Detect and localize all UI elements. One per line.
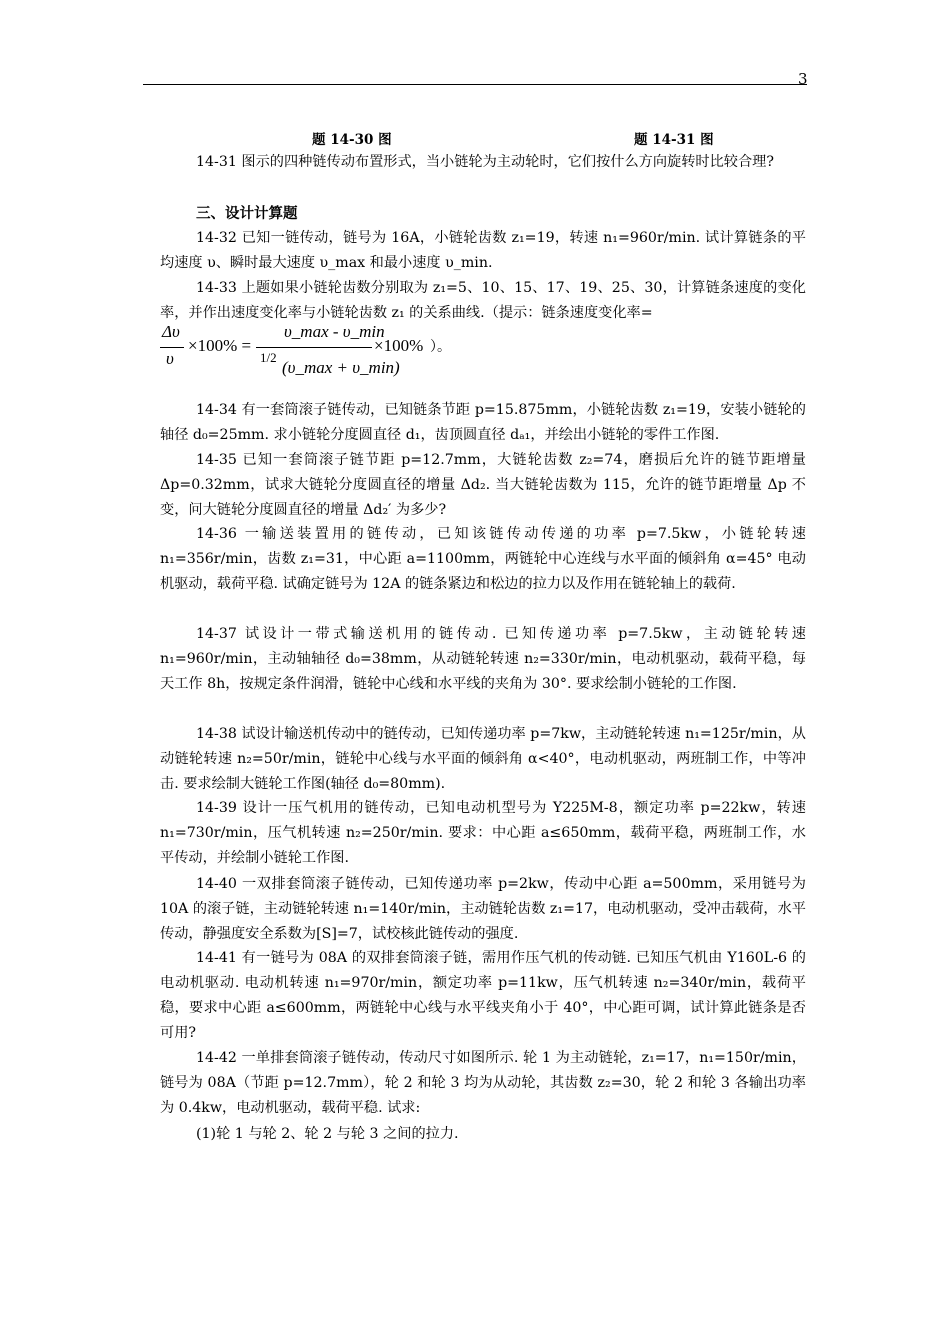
formula-lhs-denominator: υ xyxy=(166,349,174,368)
question-14-31: 14-31 图示的四种链传动布置形式，当小链轮为主动轮时，它们按什么方向旋转时比较合理? xyxy=(196,154,774,170)
page-number: 3 xyxy=(798,70,808,88)
formula-lhs-numerator: Δυ xyxy=(162,322,180,341)
question-14-36: 14-36 一输送装置用的链传动，已知该链传动传递的功率 p=7.5kw，小链轮转速 n₁=356r/min，齿数 z₁=31，中心距 a=1100mm，两链轮中心连线与水平面的倾斜角 α=45° 电动机驱动，载荷平稳. 试确定链号为 12A 的链条紧边和松边的拉力以及作用在链轮轴上的载荷. xyxy=(160,526,806,592)
question-14-38: 14-38 试设计输送机传动中的链传动，已知传递功率 p=7kw，主动链轮转速 n₁=125r/min，从动链轮转速 n₂=50r/min，链轮中心线与水平面的倾斜角 α<40°，电动机驱动，两班制工作，中等冲击. 要求绘制大链轮工作图(轴径 d₀=80mm). xyxy=(160,726,806,792)
formula-lhs-bar xyxy=(160,347,184,348)
question-14-37: 14-37 试设计一带式输送机用的链传动. 已知传递功率 p=7.5kw，主动链轮转速 n₁=960r/min，主动轴轴径 d₀=38mm，从动链轮转速 n₂=330r/min，电动机驱动，载荷平稳，每天工作 8h，按规定条件润滑，链轮中心线和水平线的夹角为 30°. 要求绘制小链轮的工作图. xyxy=(160,626,806,692)
question-14-42-part-1: (1)轮 1 与轮 2、轮 2 与轮 3 之间的拉力. xyxy=(196,1126,459,1142)
formula-rhs-bar xyxy=(256,347,372,348)
formula-tail: ×100% xyxy=(374,336,424,355)
question-14-33: 14-33 上题如果小链轮齿数分别取为 z₁=5、10、15、17、19、25、30，计算链条速度的变化率，并作出速度变化率与小链轮齿数 z₁ 的关系曲线.（提示：链条速度变化率= xyxy=(160,280,806,321)
question-14-42: 14-42 一单排套筒滚子链传动，传动尺寸如图所示. 轮 1 为主动链轮，z₁=17，n₁=150r/min，链号为 08A（节距 p=12.7mm），轮 2 和轮 3 均为从动轮，其齿数 z₂=30，轮 2 和轮 3 各输出功率为 0.4kw，电动机驱动，载荷平稳. 试求: xyxy=(160,1050,806,1116)
speed-variation-formula xyxy=(160,322,806,394)
header-rule xyxy=(143,84,807,85)
question-14-35: 14-35 已知一套筒滚子链节距 p=12.7mm，大链轮齿数 z₂=74，磨损后允许的链节距增量 Δp=0.32mm，试求大链轮分度圆直径的增量 Δd₂. 当大链轮齿数为 115，允许的链节距增量 Δp 不变，问大链轮分度圆直径的增量 Δd₂′ 为多少? xyxy=(160,452,806,518)
figure-caption-14-31: 题 14-31 图 xyxy=(634,132,714,148)
section-heading: 三、设计计算题 xyxy=(196,205,298,222)
question-14-41: 14-41 有一链号为 08A 的双排套筒滚子链，需用作压气机的传动链. 已知压气机由 Y160L-6 的电动机驱动. 电动机转速 n₁=970r/min，额定功率 p=11kw，压气机转速 n₂=340r/min，载荷平稳，要求中心距 a≤600mm，两链轮中心线与水平线夹角小于 40°，中心距可调，试计算此链条是否可用? xyxy=(160,950,806,1041)
formula-rhs-numerator: υ_max - υ_min xyxy=(284,322,385,341)
formula-half: 1/2 xyxy=(260,350,277,365)
formula-rhs-denominator: (υ_max + υ_min) xyxy=(282,358,400,377)
formula-times-equals: ×100% = xyxy=(188,336,252,355)
question-14-32: 14-32 已知一链传动，链号为 16A，小链轮齿数 z₁=19，转速 n₁=960r/min. 试计算链条的平均速度 υ、瞬时最大速度 υ_max 和最小速度 υ_min. xyxy=(160,230,806,271)
question-14-34: 14-34 有一套筒滚子链传动，已知链条节距 p=15.875mm，小链轮齿数 z₁=19，安装小链轮的轴径 d₀=25mm. 求小链轮分度圆直径 d₁，齿顶圆直径 dₐ₁，并绘出小链轮的零件工作图. xyxy=(160,402,806,443)
question-14-39: 14-39 设计一压气机用的链传动，已知电动机型号为 Y225M-8，额定功率 p=22kw，转速 n₁=730r/min，压气机转速 n₂=250r/min. 要求：中心距 a≤650mm，载荷平稳，两班制工作，水平传动，并绘制小链轮工作图. xyxy=(160,800,806,866)
question-14-40: 14-40 一双排套筒滚子链传动，已知传递功率 p=2kw，传动中心距 a=500mm，采用链号为 10A 的滚子链，主动链轮转速 n₁=140r/min，主动链轮齿数 z₁=17，电动机驱动，受冲击载荷，水平传动，静强度安全系数为[S]=7，试校核此链传动的强度. xyxy=(160,876,806,942)
formula-close: ）。 xyxy=(430,340,451,355)
figure-caption-14-30: 题 14-30 图 xyxy=(312,132,392,148)
